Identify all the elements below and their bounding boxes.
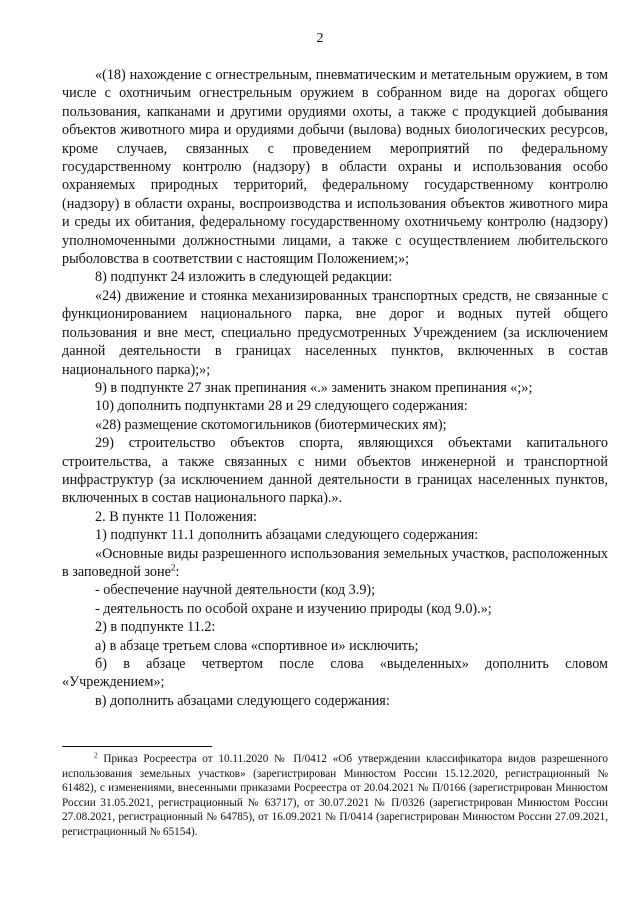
document-body (62, 66, 608, 710)
page-number: 2 (316, 31, 324, 46)
zone-uses-text: «Основные виды разрешенного использования земельных участков, расположенных в заповедной зоне (62, 545, 608, 580)
footnote-area (62, 752, 608, 840)
footnote-divider (62, 746, 212, 747)
paragraph-subitem-b: б) в абзаце четвертом после слова «выделенных» дополнить словом «Учреждением»; (62, 656, 608, 691)
footnote-text (62, 752, 608, 840)
paragraph-amend-9: 9) в подпункте 27 знак препинания «.» заменить знаком препинания «;»; (95, 379, 533, 396)
paragraph-subitem-a: а) в абзаце третьем слова «спортивное и» исключить; (95, 637, 419, 654)
paragraph-zone-uses (62, 545, 608, 582)
paragraph-amend-8: 8) подпункт 24 изложить в следующей редакции: (95, 269, 393, 286)
paragraph-use-9-0: - деятельность по особой охране и изучению природы (код 9.0).»; (95, 600, 492, 617)
paragraph-section-2: 2. В пункте 11 Положения: (95, 508, 257, 525)
zone-uses-suffix: : (175, 563, 180, 580)
paragraph-item-18: «(18) нахождение с огнестрельным, пневматическим и метательным оружием, в том числе с охотничьим огнестрельным оружием в собранном виде на дорогах общего пользования, капканами и другими орудиями охоты, а также с продукцией добывания объектов животного мира и орудиями добычи (вылова) водных биологических ресурсов, кроме случаев, связанных с проведением мероприятий по федеральному государственному контролю (надзору) в области охраны и использования особо охраняемых природных территорий, федеральному государственному контролю (надзору) в области охраны, воспроизводства и использования объектов животного мира и среды их обитания, федеральному государственному охотничьему контролю (надзору) уполномоченными должностными лицами, а также с осуществлением любительского рыболовства в соответствии с настоящим Положением;»; (62, 67, 608, 268)
footnote-mark: 2 (94, 751, 98, 760)
footnote-body: Приказ Росреестра от 10.11.2020 № П/0412 «Об утверждении классификатора видов разрешенного использования земельных участков» (зарегистрирован Минюстом России 15.12.2020, регистрационный № 61482), с изменениями, внесенными приказами Росреестра от 20.04.2021 № П/0166 (зарегистрирован Минюстом России 31.05.2021, регистрационный № 63717), от 30.07.2021 № П/0326 (зарегистрирован Минюстом России 27.08.2021, регистрационный № 64785), от 16.09.2021 № П/0414 (зарегистрирован Минюстом России 27.09.2021, регистрационный № 65154). (62, 753, 608, 838)
paragraph-item-24: «24) движение и стоянка механизированных транспортных средств, не связанные с функционированием национального парка, вне дорог и водных путей общего пользования и вне мест, специально предусмотренных Учреждением (за исключением данной деятельности в границах населенных пунктов, включенных в состав национального парка);»; (62, 287, 608, 378)
paragraph-subitem-11-2: 2) в подпункте 11.2: (95, 619, 216, 636)
paragraph-amend-10: 10) дополнить подпунктами 28 и 29 следующего содержания: (95, 398, 468, 415)
paragraph-subitem-11-1: 1) подпункт 11.1 дополнить абзацами следующего содержания: (95, 527, 479, 544)
footnote-reference[interactable]: 2 (170, 562, 176, 573)
paragraph-use-3-9: - обеспечение научной деятельности (код 3.9); (95, 582, 376, 599)
paragraph-item-28: «28) размещение скотомогильников (биотермических ям); (95, 416, 447, 433)
paragraph-subitem-v: в) дополнить абзацами следующего содержания: (95, 692, 390, 709)
paragraph-item-29: 29) строительство объектов спорта, являющихся объектами капитального строительства, а также связанных с ними объектов инженерной и транспортной инфраструктур (за исключением данной деятельности в границах населенных пунктов, включенных в состав национального парка).». (62, 435, 608, 507)
